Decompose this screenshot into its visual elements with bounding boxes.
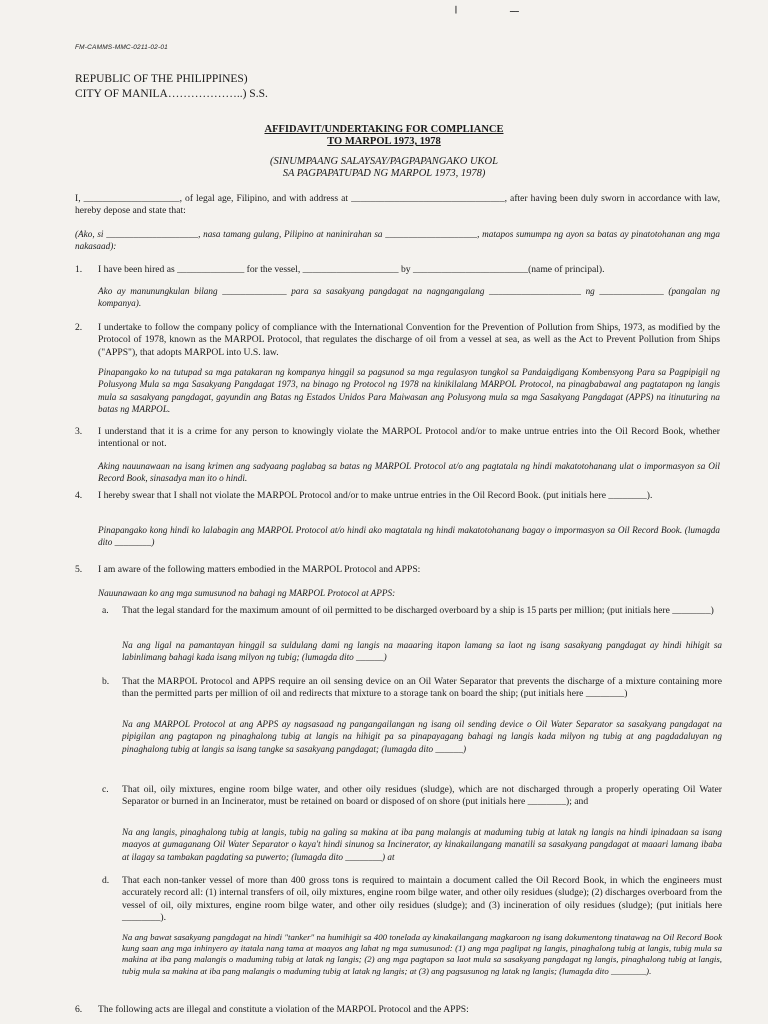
scan-mark: ـــ	[510, 4, 519, 15]
subitem-a-english: That the legal standard for the maximum amount of oil permitted to be discharged overboard by a ship is 15 parts per million; (put initials here ________)	[122, 605, 714, 616]
subitem-d-tagalog: Na ang bawat sasakyang pangdagat na hindi "tanker" na humihigit sa 400 tonelada ay kinakailangang magkaroon ng isang dokumentong tinatawag na Oil Record Book kung saan ang mga inhinyero ay itatala nang tama at maayos ang lahat ng mga sumusunod: (1) ang mga paglipat ng langis, pinaghalong tubig at langis, tubig mula sa makina at iba pang malangis o maduming tubig at latak ng langis; (2) ang mga pagtapon sa laot mula sa sasakyang pangdagat ng langis, pinaghalong tubig at langis, tubig mula sa makina at iba pang malangis o maduming tubig at latak ng langis; at (3) ang pagsusunog ng latak ng langis; (lumagda dito ________).	[122, 932, 722, 976]
subitem-a-letter: a.	[102, 605, 109, 616]
form-code: FM-CAMMS-MMC-0211-02-01	[75, 44, 168, 51]
title-line-1: AFFIDAVIT/UNDERTAKING FOR COMPLIANCE	[264, 124, 504, 135]
subitem-b-tagalog: Na ang MARPOL Protocol at ang APPS ay nagsasaad ng pangangailangan ng isang oil sending device o Oil Water Separator sa sasakyang pangdagat na pipigilan ang pagtapon ng pinaghalong tubig at langis na hihigit pa sa pinapayagang bahagi ng langis kada milyon ng tubig at ang pagdadaluyan ng pinaghalong tubig at langis sa isang tangke sa sasakyang pangdagat; (lumagda dito ______)	[122, 719, 722, 754]
subitem-d-letter: d.	[102, 875, 110, 886]
item-2-tagalog: Pinapangako ko na tutupad sa mga patakaran ng kompanya hinggil sa pagsunod sa mga regulasyon tungkol sa Pandaigdigang Kombensyong Para sa Pagpipigil ng Polusyong Mula sa mga Sasakyang Pangdagat 1973, na binago ng Protocol ng 1978 na kinikilalang MARPOL Protocol, na pinagbabawal ang pagtatapon ng langis mula sa sasakyang pangdagat, gayundin ang Batas ng Estados Unidos Para Maiwasan ang Polusyong mula sa mga Sasakyang Pangdagat (APPS) na itinuturing na batas ng MARPOL.	[98, 367, 720, 414]
item-6-number: 6.	[75, 1004, 83, 1015]
item-2-number: 2.	[75, 322, 83, 333]
subitem-a-tagalog: Na ang ligal na pamantayan hinggil sa suldulang dami ng langis na maaaring itapon lamang sa laot ng isang sasakyang pangdagat ay hindi hihigit sa labinlimang bahagi kada isang milyon ng tubig; (lumagda dito ______)	[122, 640, 722, 663]
subitem-c-english: That oil, oily mixtures, engine room bilge water, and other oily residues (sludge), which are not discharged through a properly operating Oil Water Separator or burned in an Incinerator, must be retained on board or disposed of on shore (put initials here ________); and	[122, 784, 722, 808]
venue-line-2: CITY OF MANILA………………..) S.S.	[75, 88, 268, 100]
item-6-english: The following acts are illegal and constitute a violation of the MARPOL Protocol and the APPS:	[98, 1004, 469, 1015]
subitem-b-letter: b.	[102, 676, 110, 687]
scan-mark: ╵	[452, 6, 460, 21]
subitem-d-english: That each non-tanker vessel of more than 400 gross tons is required to maintain a document called the Oil Record Book, in which the engineers must accurately record all: (1) internal transfers of oil, oily mixtures, engine room bilge water, and other oily residues (sludge); (2) discharges overboard from the vessel of oil, oily mixtures, engine room bilge water, and other oily residues (sludge); and (3) incineration of oily residues (sludge); (put initials here ________).	[122, 875, 722, 923]
item-5-number: 5.	[75, 564, 83, 575]
item-4-english: I hereby swear that I shall not violate the MARPOL Protocol and/or to make untrue entries in the Oil Record Book. (put initials here ________).	[98, 490, 653, 501]
item-4-tagalog: Pinapangako kong hindi ko lalabagin ang MARPOL Protocol at/o hindi ako magtatala ng hindi makatotohanang bagay o impormasyon sa Oil Record Book. (lumagda dito ________)	[98, 525, 720, 548]
intro-tagalog: (Ako, si ____________________, nasa tamang gulang, Pilipino at naninirahan sa ____________________, matapos sumumpa ng ayon sa batas ay pinatotohanan ang mga nakasaad):	[75, 229, 720, 252]
item-1-english: I have been hired as ______________ for the vessel, ____________________ by ________________________(name of principal).	[98, 264, 605, 275]
subitem-c-tagalog: Na ang langis, pinaghalong tubig at langis, tubig na galing sa makina at iba pang malangis at maduming tubig at latak ng langis na hindi ipinadaan sa isang maayos at gumaganang Oil Water Separator o kaya't hindi sinunog sa Incinerator, ay kinakailangang manatili sa sasakyang pangdagat at maaari lamang ibaba at ilagay sa tambakan pagdating sa puwerto; (lumagda dito ________) at	[122, 827, 722, 862]
venue-line-1: REPUBLIC OF THE PHILIPPINES)	[75, 73, 248, 85]
item-3-english: I understand that it is a crime for any person to knowingly violate the MARPOL Protocol and/or to make untrue entries into the Oil Record Book, whether intentional or not.	[98, 426, 720, 450]
item-5-english: I am aware of the following matters embodied in the MARPOL Protocol and APPS:	[98, 564, 421, 575]
subitem-c-letter: c.	[102, 784, 109, 795]
item-5-tagalog: Nauunawaan ko ang mga sumusunod na bahagi ng MARPOL Protocol at APPS:	[98, 588, 396, 598]
venue-header	[75, 72, 268, 102]
item-4-number: 4.	[75, 490, 83, 501]
item-3-tagalog: Aking nauunawaan na isang krimen ang sadyaang paglabag sa batas ng MARPOL Protocol at/o ang pagtatala ng hindi makatotohanang ulat o impormasyon sa Oil Record Book, sinasadya man ito o hindi.	[98, 461, 720, 484]
item-3-number: 3.	[75, 426, 83, 437]
item-1-number: 1.	[75, 264, 83, 275]
subtitle-line-1: (SINUMPAANG SALAYSAY/PAGPAPANGAKO UKOL	[270, 156, 498, 167]
item-1-tagalog: Ako ay manunungkulan bilang ______________ para sa sasakyang pangdagat na nagngangalang ____________________ ng ______________ (pangalan ng kompanya).	[98, 286, 720, 309]
item-2-english: I undertake to follow the company policy of compliance with the International Convention for the Prevention of Pollution from Ships, 1973, as modified by the Protocol of 1978, known as the MARPOL Protocol, that regulates the discharge of oil from a vessel at sea, as well as the Act to Prevent Pollution from Ships ("APPS"), that adopts MARPOL into U.S. law.	[98, 322, 720, 358]
intro-english: I, ____________________, of legal age, Filipino, and with address at ________________________________, after having been duly sworn in accordance with law, hereby depose and state that:	[75, 193, 720, 217]
subtitle-line-2: SA PAGPAPATUPAD NG MARPOL 1973, 1978)	[282, 168, 486, 179]
title-line-2: TO MARPOL 1973, 1978	[327, 136, 441, 147]
subitem-b-english: That the MARPOL Protocol and APPS require an oil sensing device on an Oil Water Separator that prevents the discharge of a mixture containing more than the permitted parts per million of oil and redirects that mixture to a storage tank on board the ship; (put initials here ________)	[122, 676, 722, 700]
